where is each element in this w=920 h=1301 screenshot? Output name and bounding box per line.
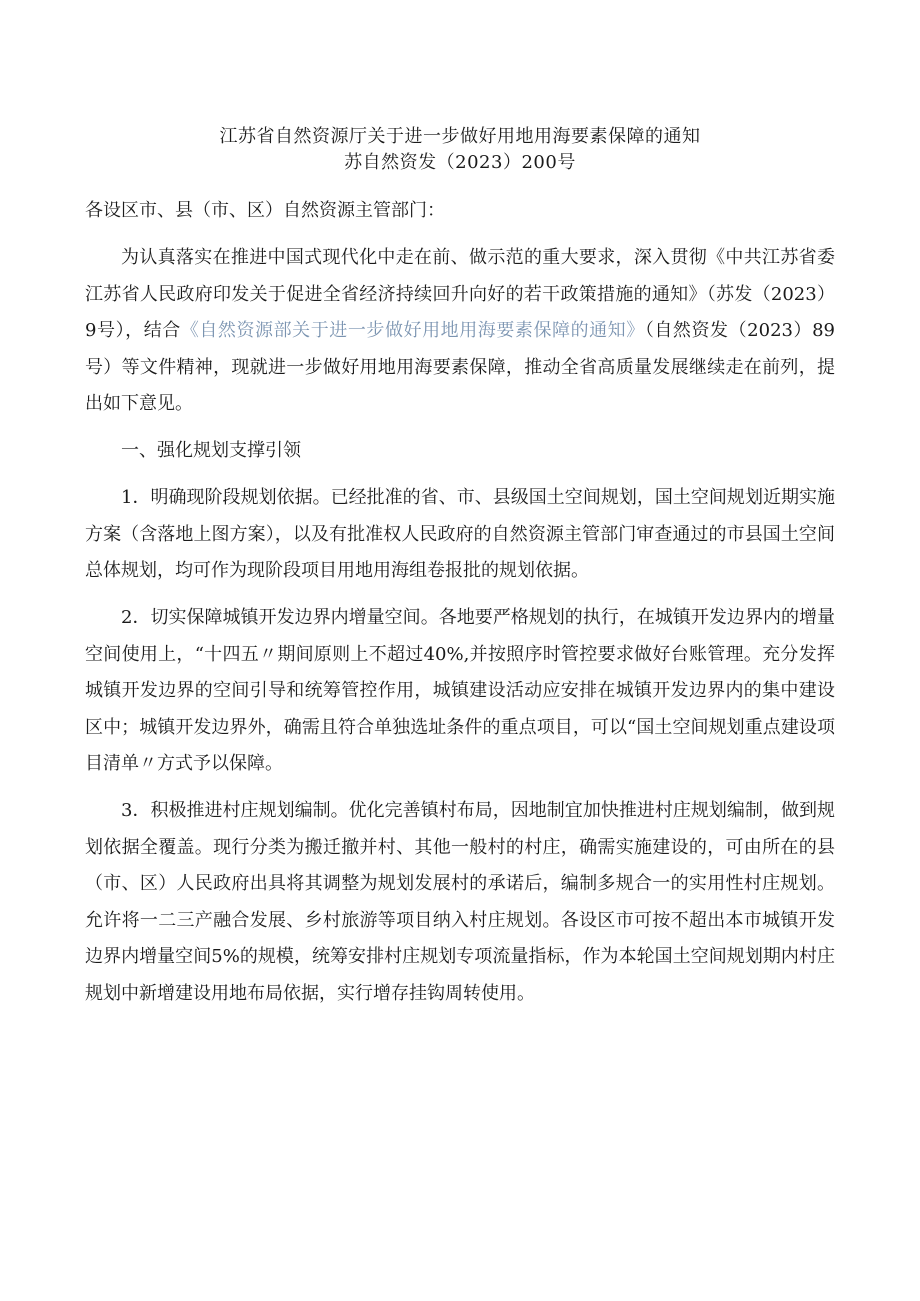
- referenced-notice-link[interactable]: 《自然资源部关于进一步做好用地用海要素保障的通知》: [180, 320, 645, 341]
- intro-paragraph: [85, 240, 835, 423]
- list-item: 1．明确现阶段规划依据。已经批准的省、市、县级国土空间规划，国土空间规划近期实施方案（含落地上图方案），以及有批准权人民政府的自然资源主管部门审查通过的市县国土空间总体规划，均可作为现阶段项目用地用海组卷报批的规划依据。: [85, 487, 835, 581]
- document-number: 苏自然资发（2023）200号: [344, 152, 576, 173]
- intro-text-part1: 为认真落实在推进中国式现代化中走在前、做示范的重大要求，深入贯彻《中共江苏省委江苏省人民政府印发关于促进全省经济持续回升向好的若干政策措施的通知》（苏发（2023）9号），结合: [85, 247, 835, 341]
- list-item: 3．积极推进村庄规划编制。优化完善镇村布局，因地制宜加快推进村庄规划编制，做到规划依据全覆盖。现行分类为搬迁撤并村、其他一般村的村庄，确需实施建设的，可由所在的县（市、区）人民政府出具将其调整为规划发展村的承诺后，编制多规合一的实用性村庄规划。允许将一二三产融合发展、乡村旅游等项目纳入村庄规划。各设区市可按不超出本市城镇开发边界内增量空间5%的规模，统筹安排村庄规划专项流量指标，作为本轮国土空间规划期内村庄规划中新增建设用地布局依据，实行增存挂钩周转使用。: [85, 800, 835, 1004]
- list-item: 2．切实保障城镇开发边界内增量空间。各地要严格规划的执行，在城镇开发边界内的增量空间使用上，“十四五〃期间原则上不超过40%,并按照序时管控要求做好台账管理。充分发挥城镇开发边界的空间引导和统筹管控作用，城镇建设活动应安排在城镇开发边界内的集中建设区中；城镇开发边界外，确需且符合单独选址条件的重点项目，可以“国土空间规划重点建设项目清单〃方式予以保障。: [85, 607, 835, 774]
- document-title: 江苏省自然资源厅关于进一步做好用地用海要素保障的通知: [219, 126, 701, 147]
- salutation: 各设区市、县（市、区）自然资源主管部门：: [85, 200, 445, 221]
- document-body: [85, 193, 835, 1023]
- intro-text-part2: （自然资发（2023）89号）等文件精神，现就进一步做好用地用海要素保障，推动全省高质量发展继续走在前列，提出如下意见。: [85, 320, 836, 414]
- document-header: [0, 124, 920, 176]
- section-heading: 一、强化规划支撑引领: [121, 440, 301, 461]
